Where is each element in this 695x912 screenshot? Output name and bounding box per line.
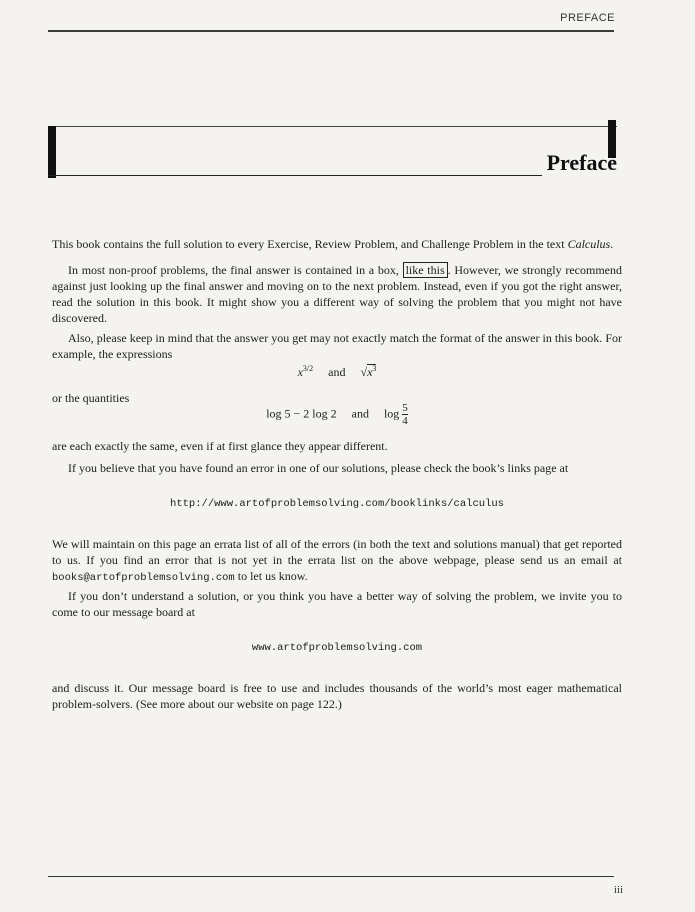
paragraph-same: are each exactly the same, even if at first glance they appear different. [52, 439, 388, 453]
expr-x-power: x [297, 365, 303, 379]
links-page-url[interactable]: http://www.artofproblemsolving.com/booklinks/calculus [170, 498, 504, 510]
paragraph-format-note: Also, please keep in mind that the answer you get may not exactly match the format of the answer in this book. For example, the expressions [52, 331, 622, 361]
footer-rule [48, 876, 614, 877]
math-connector: and [328, 365, 346, 379]
radical-symbol: √ [360, 365, 368, 379]
chapter-frame-bottom [48, 175, 542, 176]
website-url[interactable]: www.artofproblemsolving.com [251, 642, 423, 654]
paragraph-boxed-answers: In most non-proof problems, the final answer is contained in a box, like this . However, we strongly recommend against just looking up the final answer and moving on to the next problem. Instead, even if you got the right answer, read the solution in this book. It might show you a different way of solving the problem that you might not have discovered. [52, 263, 622, 325]
email-address[interactable]: books@artofproblemsolving.com [52, 572, 235, 584]
paragraph-intro: This book contains the full solution to every Exercise, Review Problem, and Challenge Problem in the text Calculus. [52, 237, 614, 251]
expr-radicand-exponent: 3 [372, 364, 377, 373]
log-expression: log 5 − 2 log 2 [266, 406, 337, 421]
fraction-numerator: 5 [402, 402, 408, 414]
chapter-frame-top [48, 126, 617, 127]
paragraph-message-board: If you don’t understand a solution, or you think you have a better way of solving the problem, we invite you to come to our message board at [52, 589, 622, 619]
math-expressions-2 [52, 402, 622, 427]
math-expressions-1 [52, 364, 622, 380]
header-rule [48, 30, 614, 32]
running-header: PREFACE [560, 12, 615, 24]
expr-x-exponent: 3/2 [302, 364, 314, 373]
expr-radicand: x [367, 365, 373, 379]
math-connector-2: and [351, 406, 369, 421]
log-word: log [383, 406, 400, 421]
chapter-frame-left-bar [48, 126, 56, 178]
paragraph-errata: We will maintain on this page an errata list of all of the errors (in both the text and solutions manual) that get reported to us. If you find an error that is not yet in the errata list on the above webpage, please send us an email at books@artofproblemsolving.com to let us know. [52, 537, 622, 584]
boxed-example: like this [403, 262, 448, 278]
paragraph-quantities: or the quantities [52, 391, 130, 405]
paragraph-errata-intro: If you believe that you have found an error in one of our solutions, please check the book’s links page at [68, 461, 569, 475]
fraction-denominator: 4 [402, 415, 408, 427]
paragraph-discuss: and discuss it. Our message board is free to use and includes thousands of the world’s most eager mathematical problem-solvers. (See more about our website on page 122.) [52, 681, 622, 711]
fraction [402, 402, 408, 427]
chapter-title: Preface [546, 150, 617, 175]
page-number: iii [613, 884, 623, 896]
